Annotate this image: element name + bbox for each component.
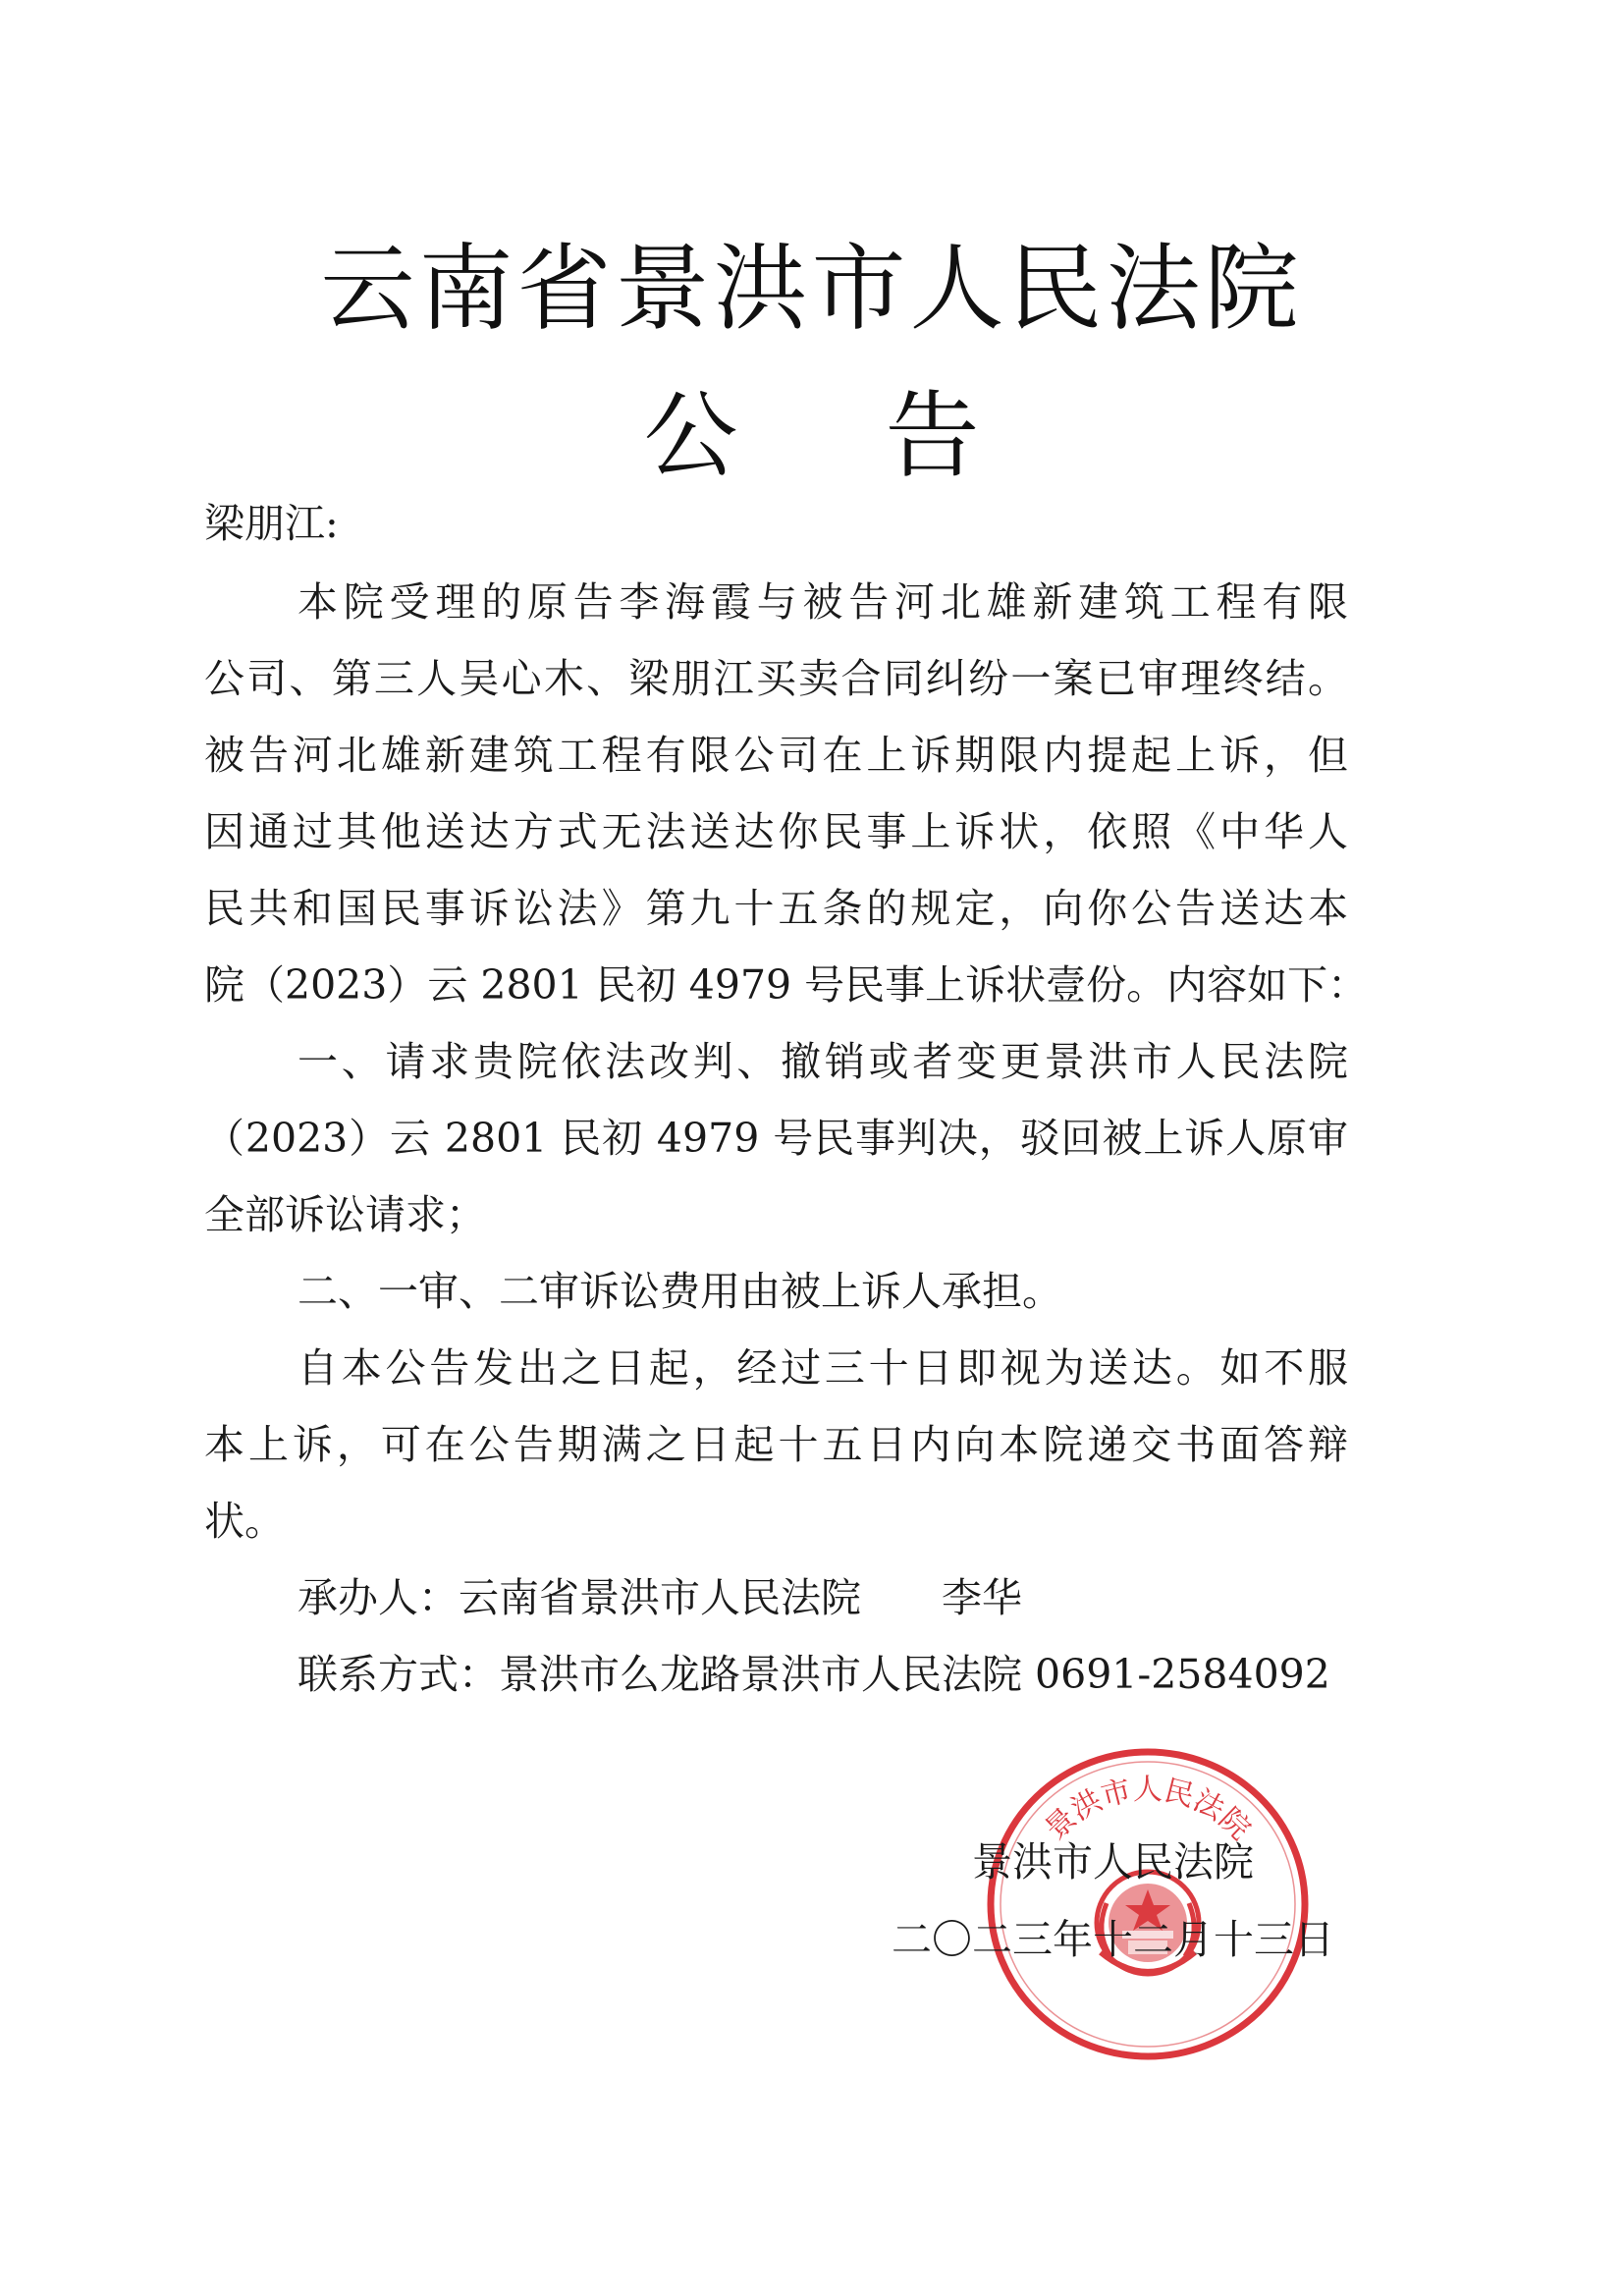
seal-arc-text: 景洪市人民法院 [1038,1773,1258,1847]
body-line: 状。 [204,1498,285,1545]
body-line: （2023）云 2801 民初 4979 号民事判决，驳回被上诉人原审 [204,1115,1348,1162]
svg-text:景洪市人民法院 [1039,1773,1257,1847]
handler-line: 承办人：云南省景洪市人民法院 李华 [298,1574,1022,1621]
body-line: 本院受理的原告李海霞与被告河北雄新建筑工程有限 [298,578,1348,626]
body-line: 自本公告发出之日起，经过三十日即视为送达。如不服 [298,1344,1348,1392]
signature-court: 景洪市人民法院 [972,1838,1254,1886]
body-line: 被告河北雄新建筑工程有限公司在上诉期限内提起上诉，但 [204,732,1348,779]
body-line: 二、一审、二审诉讼费用由被上诉人承担。 [298,1268,1062,1315]
body-line: 民共和国民事诉讼法》第九十五条的规定，向你公告送达本 [204,885,1348,932]
signature-date: 二〇二三年十二月十三日 [892,1916,1334,1963]
court-seal [985,1746,1311,2062]
body-line: 院（2023）云 2801 民初 4979 号民事上诉状壹份。内容如下： [204,961,1369,1009]
page-subtitle: 公告 [643,381,1127,491]
body-line: 本上诉，可在公告期满之日起十五日内向本院递交书面答辩 [204,1421,1348,1468]
page-title: 云南省景洪市人民法院 [320,234,1303,344]
body-line: 全部诉讼请求； [204,1191,486,1238]
contact-line: 联系方式：景洪市么龙路景洪市人民法院 0691-2584092 [298,1651,1330,1698]
body-line: 因通过其他送达方式无法送达你民事上诉状，依照《中华人 [204,808,1348,855]
body-line: 公司、第三人吴心木、梁朋江买卖合同纠纷一案已审理终结。 [204,655,1348,702]
body-line: 一、请求贵院依法改判、撤销或者变更景洪市人民法院 [298,1038,1348,1085]
addressee: 梁朋江: [204,500,339,547]
